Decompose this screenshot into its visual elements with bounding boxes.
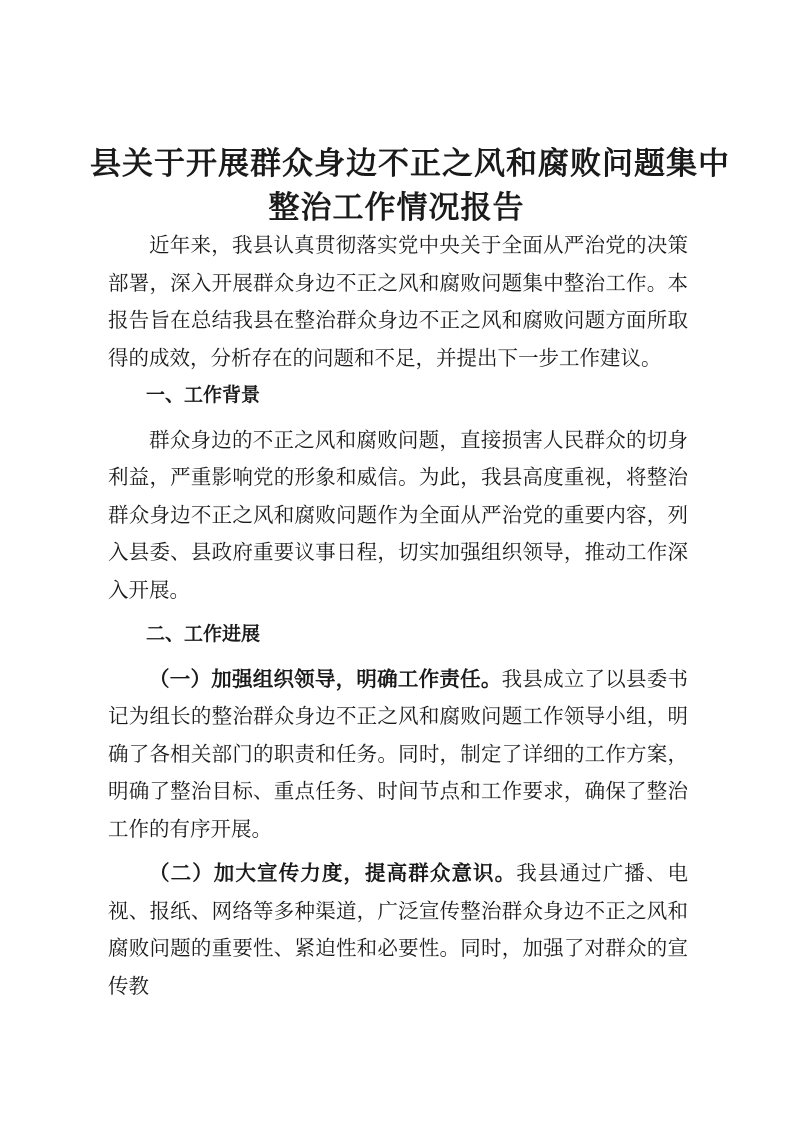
title-line-1: 县关于开展群众身边不正之风和腐败问题集中 bbox=[90, 146, 730, 182]
progress-item-1 bbox=[108, 661, 688, 849]
section-heading-progress: 二、工作进展 bbox=[146, 623, 261, 645]
title-line-2: 整治工作情况报告 bbox=[268, 190, 525, 226]
progress-item-2 bbox=[108, 855, 688, 1005]
section-heading-background: 一、工作背景 bbox=[146, 384, 261, 406]
item-1-heading: （一）加强组织领导，明确工作责任。 bbox=[149, 666, 502, 691]
item-1-text: 我县成立了以县委书记为组长的整治群众身边不正之风和腐败问题工作领导小组，明确了各相关部门的职责和任务。同时，制定了详细的工作方案，明确了整治目标、重点任务、时间节点和工作要求，确保了整治工作的有序开展。 bbox=[108, 666, 689, 841]
intro-paragraph: 近年来，我县认真贯彻落实党中央关于全面从严治党的决策部署，深入开展群众身边不正之风和腐败问题集中整治工作。本报告旨在总结我县在整治群众身边不正之风和腐败问题方面所取得的成效，分析存在的问题和不足，并提出下一步工作建议。 bbox=[108, 233, 688, 370]
document-body bbox=[108, 227, 688, 1005]
document-title bbox=[90, 142, 730, 230]
item-2-heading: （二）加大宣传力度，提高群众意识。 bbox=[149, 861, 517, 885]
background-paragraph: 群众身边的不正之风和腐败问题，直接损害人民群众的切身利益，严重影响党的形象和威信。为此，我县高度重视，将整治群众身边不正之风和腐败问题作为全面从严治党的重要内容，列入县委、县政府重要议事日程，切实加强组织领导，推动工作深入开展。 bbox=[108, 427, 688, 602]
item-2-text: 我县通过广播、电视、报纸、网络等多种渠道，广泛宣传整治群众身边不正之风和腐败问题的重要性、紧迫性和必要性。同时，加强了对群众的宣传教 bbox=[108, 861, 689, 998]
